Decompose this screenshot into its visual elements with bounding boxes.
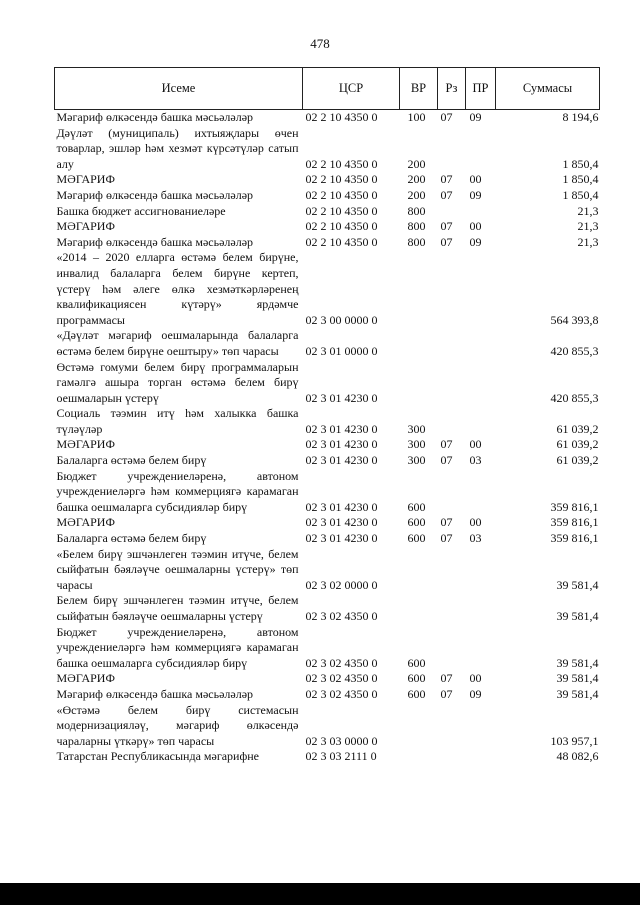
- cell-name: Өстәмә гомуми белем бирү программаларын гамәлгә ашыра торган өстәмә белем бирү оешмаларын үстерү: [56, 359, 299, 405]
- cell-vr: 600: [407, 686, 426, 701]
- cell-pr: [466, 250, 496, 328]
- cell-csr: 02 3 02 4350 0: [305, 655, 378, 670]
- cell-sum: 420 855,3: [550, 390, 599, 405]
- cell-csr: 02 3 01 4230 0: [305, 515, 378, 530]
- cell-rz: [438, 204, 466, 220]
- cell-sum: 1 850,4: [562, 172, 599, 187]
- cell-name: Белем бирү эшчәнлеген тәэмин итүче, белем сыйфатын бәяләүче оешмаларны үстерү: [56, 593, 299, 623]
- table-row: [55, 547, 600, 594]
- cell-vr: 200: [407, 172, 426, 187]
- cell-rz: [438, 703, 466, 750]
- cell-rz: [438, 406, 466, 437]
- cell-sum: 21,3: [577, 203, 599, 218]
- cell-sum: 61 039,2: [556, 437, 599, 452]
- cell-pr: 00: [469, 437, 482, 452]
- header-rz: Рз: [438, 68, 466, 110]
- table-row: [55, 328, 600, 359]
- cell-csr: 02 2 10 4350 0: [305, 187, 378, 202]
- cell-csr: 02 3 01 4230 0: [305, 390, 378, 405]
- cell-name: МӘГАРИФ: [56, 172, 115, 187]
- cell-rz: [438, 360, 466, 407]
- header-name: Исеме: [55, 68, 303, 110]
- cell-pr: 09: [469, 686, 482, 701]
- cell-sum: 103 957,1: [550, 733, 599, 748]
- table-row: [55, 406, 600, 437]
- cell-csr: 02 2 10 4350 0: [305, 234, 378, 249]
- cell-pr: 00: [469, 172, 482, 187]
- budget-table: [54, 67, 600, 765]
- header-pr: ПР: [466, 68, 496, 110]
- cell-name: Башка бюджет ассигнованиеләре: [56, 203, 226, 218]
- cell-pr: 09: [469, 234, 482, 249]
- table-row: [55, 703, 600, 750]
- table-row: [55, 515, 600, 531]
- table-row: [55, 469, 600, 516]
- table-row: [55, 250, 600, 328]
- cell-vr: [400, 547, 438, 594]
- cell-csr: 02 3 01 4230 0: [305, 437, 378, 452]
- cell-sum: 61 039,2: [556, 421, 599, 436]
- table-row: [55, 219, 600, 235]
- cell-name: Татарстан Республикасында мәгарифне: [56, 749, 260, 764]
- cell-pr: [466, 625, 496, 672]
- cell-pr: [466, 204, 496, 220]
- cell-name: МӘГАРИФ: [56, 671, 115, 686]
- cell-pr: 00: [469, 219, 482, 234]
- cell-sum: 359 816,1: [550, 499, 599, 514]
- cell-rz: 07: [440, 515, 453, 530]
- table-header: [55, 68, 600, 110]
- cell-sum: 61 039,2: [556, 453, 599, 468]
- cell-csr: 02 3 00 0000 0: [305, 312, 378, 327]
- cell-vr: 800: [407, 234, 426, 249]
- cell-sum: 1 850,4: [562, 156, 599, 171]
- cell-csr: 02 2 10 4350 0: [305, 219, 378, 234]
- table-row: [55, 625, 600, 672]
- table-row: [55, 593, 600, 624]
- cell-name: Бюджет учреждениеләренә, автоном учреждениеләргә һәм коммерциягә карамаган башка оешмаларга субсидияләр бирү: [56, 468, 299, 514]
- cell-rz: 07: [440, 234, 453, 249]
- cell-rz: 07: [438, 110, 466, 126]
- cell-name: МӘГАРИФ: [56, 437, 115, 452]
- cell-sum: 564 393,8: [550, 312, 599, 327]
- cell-vr: 100: [400, 110, 438, 126]
- cell-rz: [438, 547, 466, 594]
- table-row: [55, 671, 600, 687]
- cell-rz: [438, 328, 466, 359]
- cell-csr: 02 3 01 4230 0: [305, 421, 378, 436]
- cell-pr: [466, 469, 496, 516]
- cell-name: МӘГАРИФ: [56, 219, 115, 234]
- cell-vr: [400, 703, 438, 750]
- cell-pr: [466, 547, 496, 594]
- cell-vr: [400, 250, 438, 328]
- cell-csr: 02 3 02 4350 0: [305, 686, 378, 701]
- table-row: [55, 531, 600, 547]
- cell-name: Мәгариф өлкәсендә башка мәсьәләләр: [56, 686, 254, 701]
- cell-sum: 39 581,4: [556, 577, 599, 592]
- cell-sum: 39 581,4: [556, 686, 599, 701]
- cell-rz: [438, 469, 466, 516]
- cell-name: МӘГАРИФ: [56, 515, 115, 530]
- cell-pr: 09: [469, 187, 482, 202]
- cell-pr: [466, 360, 496, 407]
- cell-csr: 02 3 01 0000 0: [305, 343, 378, 358]
- cell-rz: 07: [440, 187, 453, 202]
- cell-vr: 600: [407, 531, 426, 546]
- cell-name: Мәгариф өлкәсендә башка мәсьәләләр: [56, 187, 254, 202]
- cell-csr: 02 2 10 4350 0: [305, 156, 378, 171]
- cell-vr: 200: [407, 156, 426, 171]
- cell-vr: 600: [407, 671, 426, 686]
- cell-rz: 07: [440, 172, 453, 187]
- cell-vr: 300: [407, 453, 426, 468]
- table-row: [55, 172, 600, 188]
- table-row: [55, 126, 600, 173]
- table-row: [55, 360, 600, 407]
- cell-sum: 39 581,4: [556, 609, 599, 623]
- cell-sum: 39 581,4: [556, 655, 599, 670]
- cell-name: «Белем бирү эшчәнлеген тәэмин итүче, белем сыйфатын бәяләүче оешмаларны үстерү» төп чарасы: [56, 546, 299, 592]
- cell-vr: 200: [407, 187, 426, 202]
- cell-name: Дәүләт (муниципаль) ихтыяҗлары өчен товарлар, эшләр һәм хезмәт күрсәтүләр сатып алу: [56, 125, 299, 171]
- table-row: [55, 453, 600, 469]
- cell-vr: 300: [407, 437, 426, 452]
- table-row: [55, 749, 600, 765]
- cell-vr: 800: [407, 219, 426, 234]
- table-row: [55, 687, 600, 703]
- cell-sum: 39 581,4: [556, 671, 599, 686]
- cell-pr: 03: [469, 453, 482, 468]
- cell-pr: 00: [469, 671, 482, 686]
- cell-sum: 359 816,1: [550, 531, 599, 546]
- cell-rz: [438, 250, 466, 328]
- cell-pr: [466, 749, 496, 765]
- cell-sum: 21,3: [577, 234, 599, 249]
- cell-sum: 359 816,1: [550, 515, 599, 530]
- cell-pr: [466, 126, 496, 173]
- table-row: [55, 110, 600, 126]
- cell-name: Балаларга өстәмә белем бирү: [56, 531, 207, 546]
- cell-csr: 02 3 01 4230 0: [305, 531, 378, 546]
- cell-name: Социаль тәэмин итү һәм халыкка башка түләүләр: [56, 406, 299, 436]
- cell-vr: [400, 360, 438, 407]
- cell-csr: 02 2 10 4350 0: [305, 172, 378, 187]
- cell-csr: 02 3 03 0000 0: [305, 733, 378, 748]
- header-sum: Суммасы: [496, 68, 600, 110]
- cell-sum: 21,3: [577, 219, 599, 234]
- page-number: 478: [310, 36, 330, 51]
- cell-pr: [466, 406, 496, 437]
- cell-csr: 02 2 10 4350 0: [303, 110, 400, 126]
- cell-rz: 07: [440, 453, 453, 468]
- cell-vr: 300: [407, 421, 426, 436]
- cell-sum: 48 082,6: [556, 749, 599, 764]
- table-row: [55, 188, 600, 204]
- cell-vr: [400, 593, 438, 624]
- cell-pr: 03: [469, 531, 482, 546]
- cell-vr: 600: [407, 499, 426, 514]
- cell-vr: 600: [407, 515, 426, 530]
- cell-csr: 02 2 10 4350 0: [305, 203, 378, 218]
- header-vr: ВР: [400, 68, 438, 110]
- table-row: [55, 437, 600, 453]
- cell-name: «Өстәмә белем бирү системасын модернизацияләү, мәгариф өлкәсендә чараларны үткәрү» төп чарасы: [56, 702, 299, 748]
- cell-rz: [438, 749, 466, 765]
- cell-rz: 07: [440, 531, 453, 546]
- cell-rz: [438, 593, 466, 624]
- cell-vr: [400, 328, 438, 359]
- cell-pr: [466, 593, 496, 624]
- cell-name: Мәгариф өлкәсендә башка мәсьәләләр: [55, 110, 303, 126]
- cell-rz: 07: [440, 686, 453, 701]
- cell-name: Балаларга өстәмә белем бирү: [56, 453, 207, 468]
- cell-pr: 00: [469, 515, 482, 530]
- cell-sum: 420 855,3: [550, 343, 599, 358]
- cell-csr: 02 3 02 0000 0: [305, 577, 378, 592]
- cell-csr: 02 3 01 4230 0: [305, 499, 378, 514]
- cell-rz: 07: [440, 671, 453, 686]
- cell-rz: 07: [440, 219, 453, 234]
- table-row: [55, 204, 600, 220]
- header-csr: ЦСР: [303, 68, 400, 110]
- cell-rz: [438, 625, 466, 672]
- cell-pr: 09: [466, 110, 496, 126]
- cell-csr: 02 3 02 4350 0: [305, 609, 378, 623]
- cell-pr: [466, 703, 496, 750]
- cell-csr: 02 3 03 2111 0: [305, 749, 377, 764]
- cell-vr: 800: [407, 203, 426, 218]
- scan-bottom-bar: [0, 883, 640, 905]
- cell-sum: 1 850,4: [562, 187, 599, 202]
- cell-vr: [400, 749, 438, 765]
- cell-name: «Дәүләт мәгариф оешмаларында балаларга өстәмә белем бирүне оештыру» төп чарасы: [56, 328, 299, 358]
- cell-name: Бюджет учреждениеләренә, автоном учреждениеләргә һәм коммерциягә карамаган башка оешмаларга субсидияләр бирү: [56, 624, 299, 670]
- cell-csr: 02 3 01 4230 0: [305, 453, 378, 468]
- cell-csr: 02 3 02 4350 0: [305, 671, 378, 686]
- cell-rz: 07: [440, 437, 453, 452]
- table-row: [55, 235, 600, 251]
- cell-pr: [466, 328, 496, 359]
- cell-rz: [438, 126, 466, 173]
- cell-sum: 8 194,6: [496, 110, 600, 126]
- table-body: [55, 110, 600, 765]
- cell-name: Мәгариф өлкәсендә башка мәсьәләләр: [56, 234, 254, 249]
- cell-name: «2014 – 2020 елларга өстәмә белем бирүне, инвалид балаларга белем бирүне кертеп, үстерү һәм әлеге өлкә хезмәткәрләренең квалификациясен күтәрү» ярдәмче программасы: [56, 250, 299, 327]
- cell-vr: 600: [407, 655, 426, 670]
